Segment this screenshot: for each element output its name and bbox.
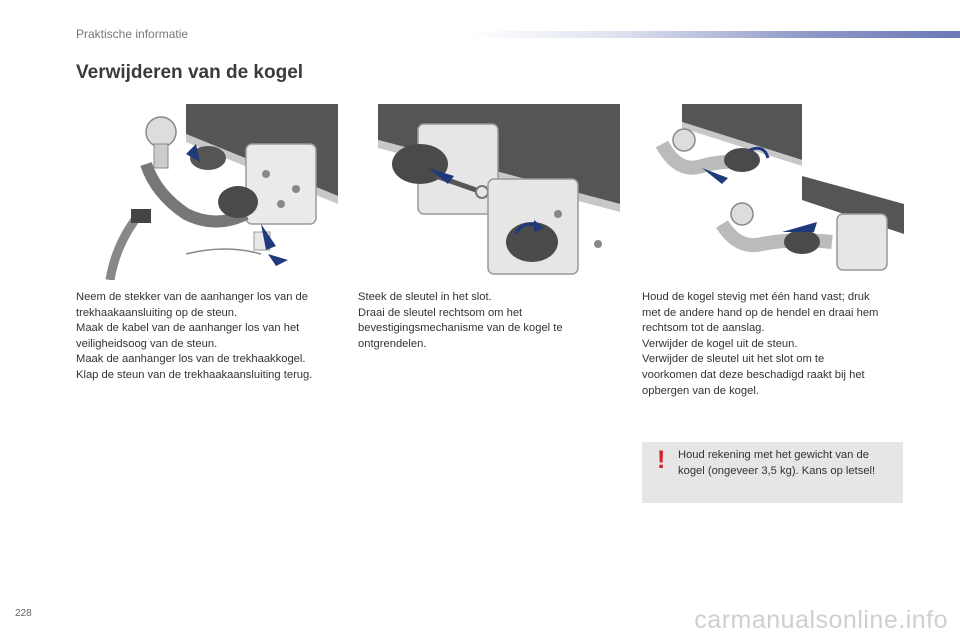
page-number: 228 <box>15 608 32 619</box>
towbar-socket-illustration <box>76 104 338 280</box>
step-1-line: Klap de steun van de trekhaakaansluiting terug. <box>76 368 313 381</box>
step-2-text <box>358 290 628 352</box>
warning-box <box>642 442 903 503</box>
watermark: carmanualsonline.info <box>694 606 948 634</box>
step-3-line: opbergen van de kogel. <box>642 384 759 397</box>
step-2-line: ontgrendelen. <box>358 337 427 350</box>
step-1-line: veiligheidsoog van de steun. <box>76 337 218 350</box>
warning-line: Houd rekening met het gewicht van de <box>678 449 869 461</box>
step-3-line: voorkomen dat deze beschadigd raakt bij het <box>642 368 865 381</box>
step-3-line: Verwijder de sleutel uit het slot om te <box>642 353 825 366</box>
warning-text <box>678 448 900 479</box>
towbar-key-lock-illustration <box>358 104 620 280</box>
step-3-line: met de andere hand op de hendel en draai hem <box>642 306 879 319</box>
step-1-line: Maak de kabel van de aanhanger los van het <box>76 322 300 335</box>
step-3-line: Verwijder de kogel uit de steun. <box>642 337 798 350</box>
warning-exclamation-icon: ! <box>657 446 666 474</box>
step-1-line: trekhaakaansluiting op de steun. <box>76 306 238 319</box>
step-3-line: Houd de kogel stevig met één hand vast; druk <box>642 291 870 303</box>
step-2-line: Steek de sleutel in het slot. <box>358 291 492 303</box>
towball-removal-illustration <box>642 104 904 280</box>
page-title: Verwijderen van de kogel <box>76 62 304 83</box>
step-1-line: Neem de stekker van de aanhanger los van de <box>76 291 308 303</box>
step-3-line: rechtsom tot de aanslag. <box>642 322 765 335</box>
step-1-text <box>76 290 346 384</box>
step-2-line: Draai de sleutel rechtsom om het <box>358 306 523 319</box>
section-header: Praktische informatie <box>76 27 189 41</box>
warning-line: kogel (ongeveer 3,5 kg). Kans op letsel! <box>678 464 876 477</box>
step-3-text <box>642 290 912 399</box>
header-rule <box>470 31 960 38</box>
step-1-line: Maak de aanhanger los van de trekhaakkogel. <box>76 353 306 366</box>
step-2-line: bevestigingsmechanisme van de kogel te <box>358 322 563 335</box>
